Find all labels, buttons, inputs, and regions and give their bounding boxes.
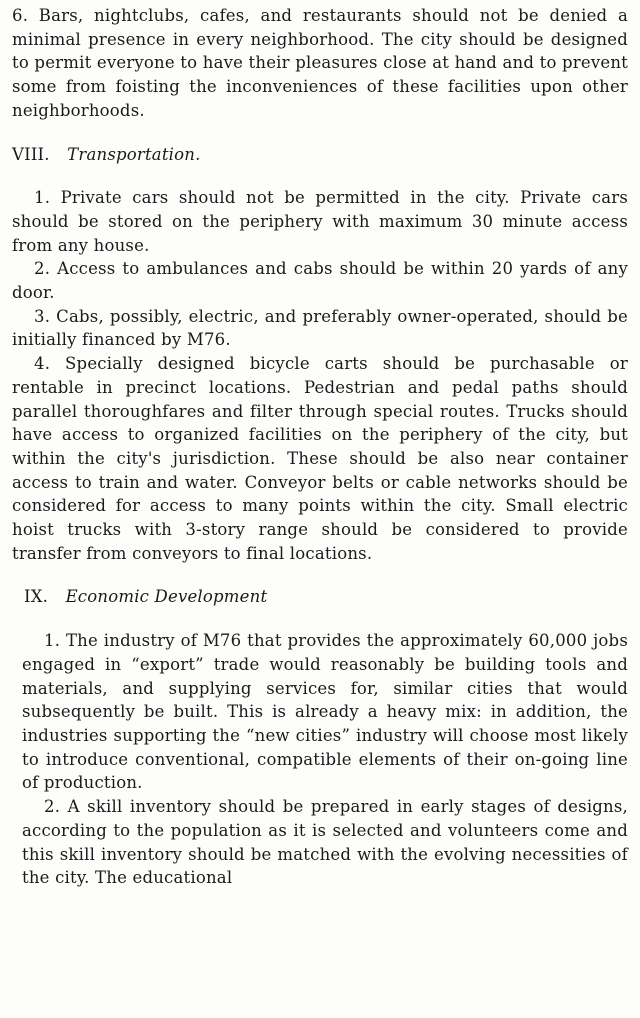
transport-item-2: 2. Access to ambulances and cabs should be within 20 yards of any door. [12,259,628,303]
section-viii-heading [12,143,628,167]
paragraph-6-bars: 6. Bars, nightclubs, cafes, and restaurants should not be denied a minimal presence in every neighborhood. The city should be designed to permit everyone to have their pleasures close at hand and to prevent some from foisting the inconveniences of these facilities upon other neighborhoods. [12,6,628,120]
transport-item-3: 3. Cabs, possibly, electric, and preferably owner-operated, should be initially financed by M76. [12,306,628,350]
section-ix-heading [24,585,628,609]
section-viii-number: VIII. [12,144,50,164]
section-ix-body [12,629,628,890]
section-viii-title: Transportation. [67,144,201,164]
economic-item-1: 1. The industry of M76 that provides the approximately 60,000 jobs engaged in “export” trade would reasonably be building tools and materials, and supplying services for, similar cities that would subsequently be built. This is already a heavy mix: in addition, the industries supporting the “new cities” industry will choose most likely to introduce conventional, compatible elements of their on-going line of production. [22,631,628,793]
document-page [0,4,640,1018]
transport-item-1: 1. Private cars should not be permitted in the city. Private cars should be stored on the periphery with maximum 30 minute access from any house. [12,188,628,255]
transport-item-4: 4. Specially designed bicycle carts should be purchasable or rentable in precinct locations. Pedestrian and pedal paths should parallel thoroughfares and filter through special routes. Trucks should have access to organized facilities on the periphery of the city, but within the city's jurisdiction. These should be also near container access to train and water. Conveyor belts or cable networks should be considered for access to many points within the city. Small electric hoist trucks with 3-story range should be considered to provide transfer from conveyors to final locations. [12,354,628,563]
section-ix-number: IX. [24,587,49,607]
economic-item-2: 2. A skill inventory should be prepared in early stages of designs, according to the population as it is selected and volunteers come and this skill inventory should be matched with the evolving necessities of the city. The educational [22,797,628,888]
section-ix-title: Economic Development [65,587,268,607]
